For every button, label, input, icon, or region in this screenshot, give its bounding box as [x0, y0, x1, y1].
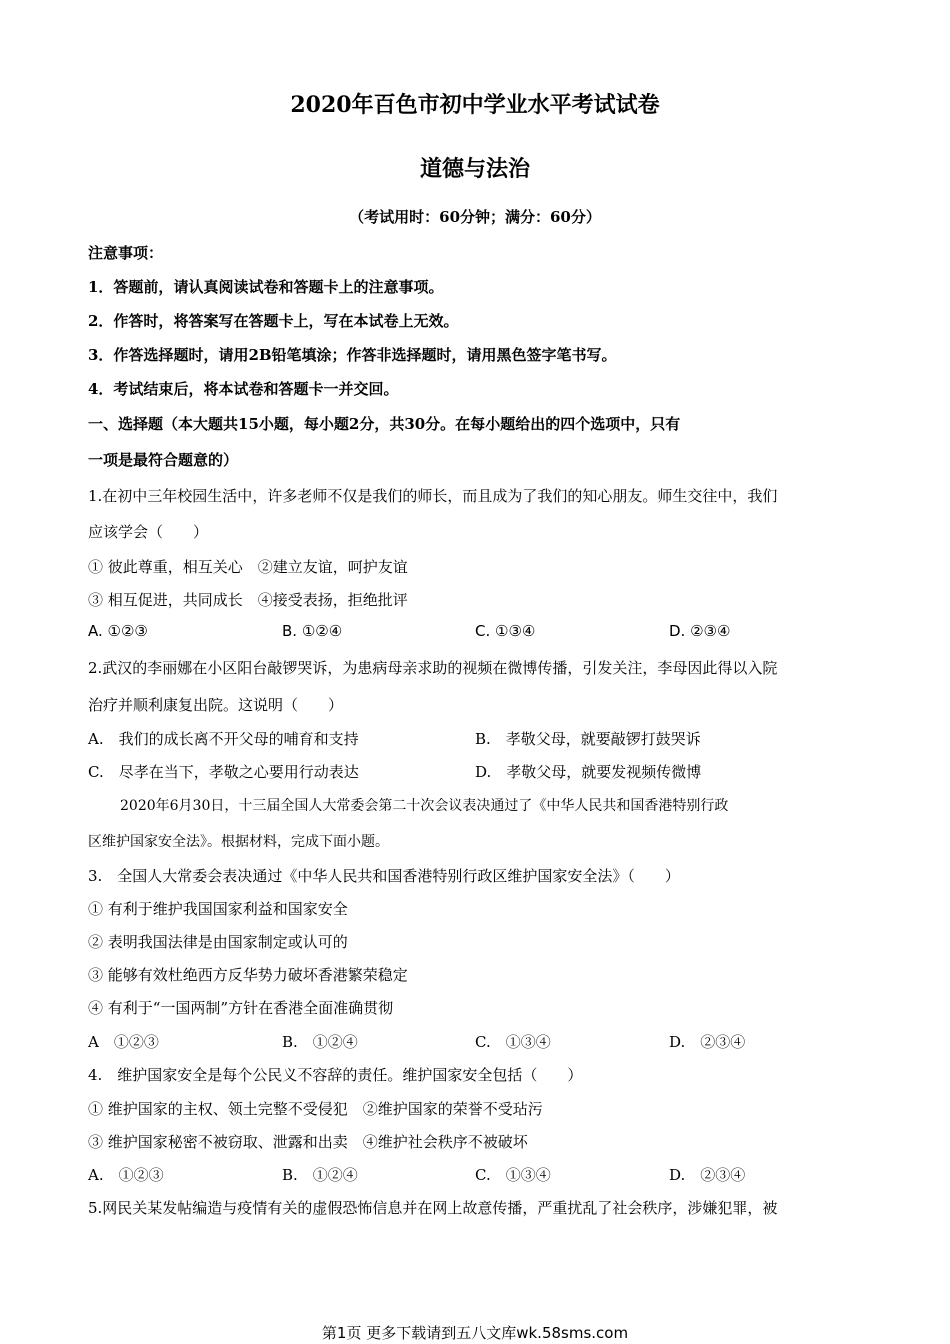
q4-option-b: B. ①②④ [282, 1166, 358, 1184]
q3-stem: 3. 全国人大常委会表决通过《中华人民共和国香港特别行政区维护国家安全法》（ ） [88, 867, 680, 885]
q3-option-c: C. ①③④ [475, 1033, 551, 1051]
q1-stem-cont: 应该学会（ ） [88, 523, 209, 541]
notice-item-3: 3．作答选择题时，请用2B铅笔填涂；作答非选择题时，请用黑色签字笔书写。 [88, 346, 617, 364]
q2-option-a: A. 我们的成长离不开父母的哺育和支持 [88, 730, 359, 748]
q4-stem: 4. 维护国家安全是每个公民义不容辞的责任。维护国家安全包括（ ） [88, 1066, 583, 1084]
q1-option-b: B. ①②④ [282, 622, 343, 640]
notice-item-1: 1．答题前，请认真阅读试卷和答题卡上的注意事项。 [88, 278, 444, 296]
q2-stem: 2.武汉的李丽娜在小区阳台敲锣哭诉，为患病母亲求助的视频在微博传播，引发关注，李母因此得以入院 [88, 659, 778, 677]
subject-title: 道德与法治 [419, 156, 530, 182]
q4-statement-2: ③ 维护国家秘密不被窃取、泄露和出卖 ④维护社会秩序不被破坏 [88, 1133, 528, 1151]
q2-option-d: D. 孝敬父母，就要发视频传微博 [475, 763, 702, 781]
section1-heading-cont: 一项是最符合题意的） [88, 451, 239, 469]
exam-info: （考试用时：60分钟；满分：60分） [349, 208, 601, 226]
q1-statement-2: ③ 相互促进，共同成长 ④接受表扬，拒绝批评 [88, 591, 408, 609]
material-text: 2020年6月30日，十三届全国人大常委会第二十次会议表决通过了《中华人民共和国香港特别行政 [120, 798, 729, 814]
notice-item-4: 4．考试结束后，将本试卷和答题卡一并交回。 [88, 380, 399, 398]
section1-heading: 一、选择题（本大题共15小题，每小题2分，共30分。在每小题给出的四个选项中，只有 [88, 415, 681, 433]
q3-option-d: D. ②③④ [669, 1033, 746, 1051]
q1-option-c: C. ①③④ [475, 622, 536, 640]
q3-statement-2: ② 表明我国法律是由国家制定或认可的 [88, 933, 348, 951]
q4-option-a: A. ①②③ [88, 1166, 164, 1184]
material-text-cont: 区维护国家安全法》。根据材料，完成下面小题。 [88, 834, 389, 850]
q4-option-c: C. ①③④ [475, 1166, 551, 1184]
q3-statement-4: ④ 有利于“一国两制”方针在香港全面准确贯彻 [88, 999, 394, 1017]
q1-statement-1: ① 彼此尊重，相互关心 ②建立友谊，呵护友谊 [88, 558, 408, 576]
q4-statement-1: ① 维护国家的主权、领土完整不受侵犯 ②维护国家的荣誉不受玷污 [88, 1100, 543, 1118]
exam-title: 2020年百色市初中学业水平考试试卷 [290, 92, 660, 118]
q5-stem: 5.网民关某发帖编造与疫情有关的虚假恐怖信息并在网上故意传播，严重扰乱了社会秩序，涉嫌犯罪，被 [88, 1199, 778, 1217]
q3-statement-1: ① 有利于维护我国国家利益和国家安全 [88, 900, 348, 918]
q3-statement-3: ③ 能够有效杜绝西方反华势力破坏香港繁荣稳定 [88, 966, 408, 984]
q1-option-d: D. ②③④ [669, 622, 731, 640]
q2-option-b: B. 孝敬父母，就要敲锣打鼓哭诉 [475, 730, 701, 748]
q2-option-c: C. 尽孝在当下，孝敬之心要用行动表达 [88, 763, 359, 781]
notice-heading: 注意事项： [88, 244, 164, 262]
q1-stem: 1.在初中三年校园生活中，许多老师不仅是我们的师长，而且成为了我们的知心朋友。师生交往中，我们 [88, 487, 778, 505]
q3-option-b: B. ①②④ [282, 1033, 358, 1051]
q3-option-a: A ①②③ [88, 1033, 159, 1051]
page-footer: 第1页 更多下载请到五八文库wk.58sms.com [321, 1324, 629, 1342]
q2-stem-cont: 治疗并顺利康复出院。这说明（ ） [88, 696, 344, 714]
notice-item-2: 2．作答时，将答案写在答题卡上，写在本试卷上无效。 [88, 312, 459, 330]
q1-option-a: A. ①②③ [88, 622, 148, 640]
q4-option-d: D. ②③④ [669, 1166, 746, 1184]
